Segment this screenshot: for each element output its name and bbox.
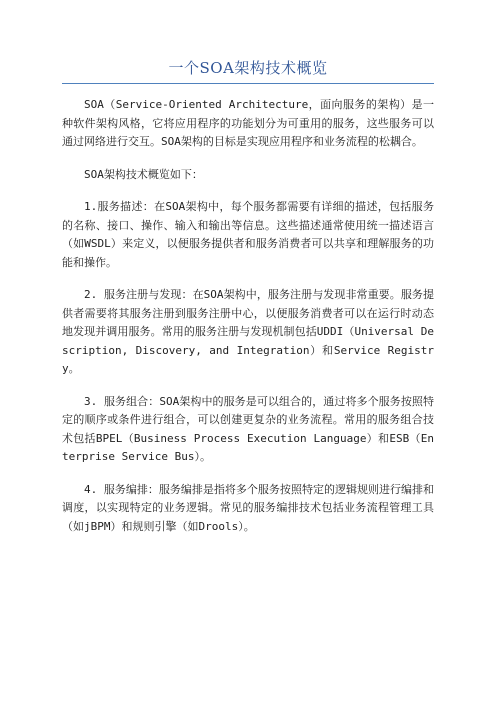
document-body	[62, 96, 434, 536]
paragraph-service-composition: 3. 服务组合：SOA架构中的服务是可以组合的，通过将多个服务按照特定的顺序或条件进行组合，可以创建更复杂的业务流程。常用的服务组合技术包括BPEL（Business Process Execution Language）和ESB（Enterprise Service Bus）。	[62, 394, 434, 463]
paragraph-service-orchestration: 4. 服务编排：服务编排是指将多个服务按照特定的逻辑规则进行编排和调度，以实现特定的业务逻辑。常见的服务编排技术包括业务流程管理工具（如jBPM）和规则引擎（如Drools）。	[62, 482, 434, 533]
paragraph-intro: SOA（Service-Oriented Architecture，面向服务的架构）是一种软件架构风格，它将应用程序的功能划分为可重用的服务，这些服务可以通过网络进行交互。SOA架构的目标是实现应用程序和业务流程的松耦合。	[62, 98, 434, 148]
document-title: 一个SOA架构技术概览	[168, 59, 328, 77]
title-underline	[62, 83, 434, 84]
paragraph-service-registry: 2. 服务注册与发现：在SOA架构中，服务注册与发现非常重要。服务提供者需要将其服务注册到服务注册中心，以便服务消费者可以在运行时动态地发现并调用服务。常用的服务注册与发现机制包括UDDI（Universal Description, Discovery, and Integration）和Service Registry。	[62, 288, 434, 375]
paragraph-service-description: 1.服务描述：在SOA架构中，每个服务都需要有详细的描述，包括服务的名称、接口、操作、输入和输出等信息。这些描述通常使用统一描述语言（如WSDL）来定义，以便服务提供者和服务消费者可以共享和理解服务的功能和操作。	[62, 200, 434, 269]
paragraph-overview-lead: SOA架构技术概览如下：	[84, 167, 203, 181]
